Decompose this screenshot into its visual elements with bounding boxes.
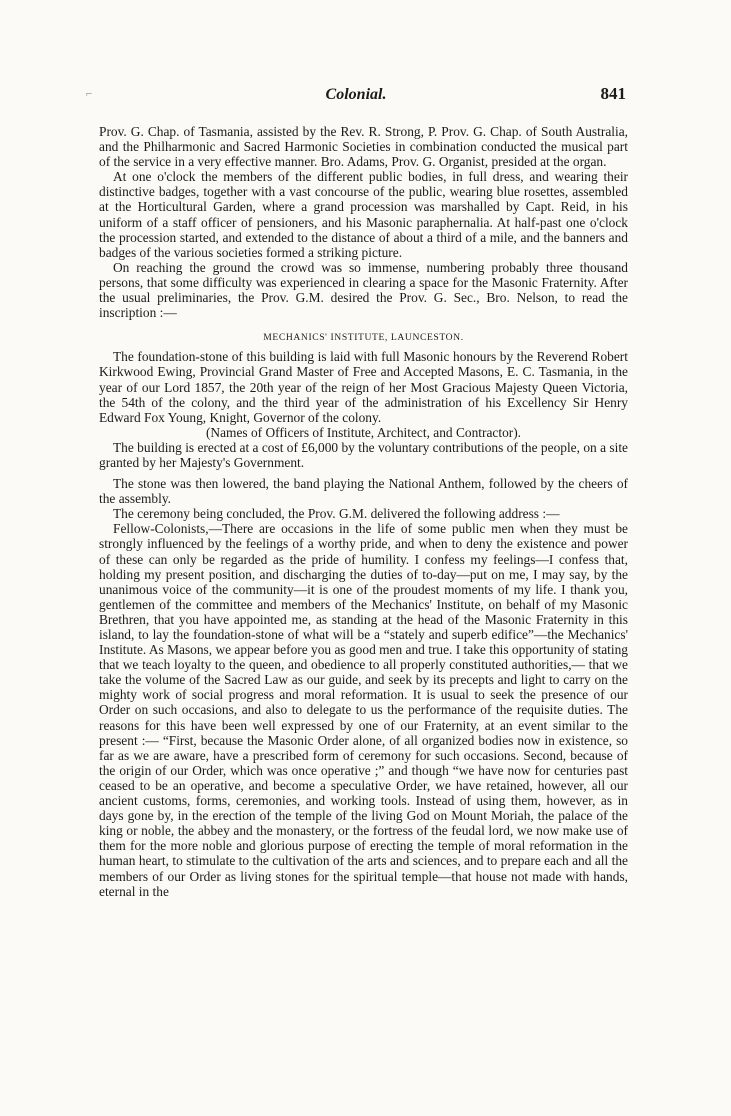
- body-text: [99, 124, 628, 899]
- inscription-names: (Names of Officers of Institute, Architect, and Contractor).: [205, 424, 522, 440]
- paragraph-address: Fellow-Colonists,—There are occasions in the life of some public men when they must be strongly influenced by the feelings of a worthy pride, and when to deny the existence and power of these can only be regarded as the pride of humility. I confess my feelings—I confess that, holding my present position, and discharging the duties of to-day—put on me, I may say, by the unanimous voice of the community—it is one of the proudest moments of my life. I thank you, gentlemen of the committee and members of the Mechanics' Institute, on behalf of my Masonic Brethren, that you have appointed me, as standing at the head of the Masonic Fraternity in this island, to lay the foundation-stone of what will be a “stately and superb edifice”—the Mechanics' Institute. As Masons, we appear before you as good men and true. I take this opportunity of stating that we teach loyalty to the queen, and obedience to all properly constituted authorities,— that we take the volume of the Sacred Law as our guide, and seek by its precepts and light to carry on the mighty work of social progress and moral reformation. It is usual to seek the presence of our Order on such occasions, and also to delegate to us the performance of the requisite duties. The reasons for this have been well expressed by one of our Fraternity, at an event similar to the present :— “First, because the Masonic Order alone, of all organized bodies now in existence, so far as we are aware, have a prescribed form of ceremony for such occasions. Second, because of the origin of our Order, which was once operative ;” and though “we have now for centuries past ceased to be an operative, and become a speculative Order, we have retained, however, all our ancient customs, forms, ceremonies, and working tools. Instead of using them, however, as in days gone by, in the erection of the temple of the living God on Mount Moriah, the palace of the king or noble, the abbey and the monastery, or the fortress of the feudal lord, we now make use of them for the more noble and glorious purpose of erecting the temple of moral reformation in the human heart, to stimulate to the cultivation of the arts and sciences, and to prepare each and all the members of our Order as living stones for the spiritual temple—that house not made with hands, eternal in the: [99, 521, 628, 899]
- running-title: Colonial.: [325, 86, 387, 103]
- inscription-text: The foundation-stone of this building is laid with full Masonic honours by the Reverend Robert Kirkwood Ewing, Provincial Grand Master of Free and Accepted Masons, E. C. Tasmania, in the year of our Lord 1857, the 20th year of the reign of her Most Gracious Majesty Queen Victoria, the 54th of the colony, and the third year of the administration of his Excellency Sir Henry Edward Fox Young, Knight, Governor of the colony.: [99, 349, 628, 425]
- inscription-cost: The building is erected at a cost of £6,000 by the voluntary contributions of the people, on a site granted by her Majesty's Government.: [99, 439, 628, 470]
- inscription-title: MECHANICS' INSTITUTE, LAUNCESTON.: [263, 332, 464, 344]
- margin-mark: ⌐: [86, 88, 93, 100]
- paragraph-ceremony: The ceremony being concluded, the Prov. G.M. delivered the following address :—: [113, 506, 560, 522]
- paragraph-3: On reaching the ground the crowd was so immense, numbering probably three thousand persons, that some difficulty was experienced in clearing a space for the Masonic Fraternity. After the usual preliminaries, the Prov. G.M. desired the Prov. G. Sec., Bro. Nelson, to read the inscription :—: [99, 259, 628, 321]
- paragraph-2: At one o'clock the members of the different public bodies, in full dress, and wearing their distinctive badges, together with a vast concourse of the public, wearing blue rosettes, assembled at the Horticultural Garden, where a grand procession was marshalled by Capt. Reid, in his uniform of a staff officer of pensioners, and his Masonic paraphernalia. At half-past one o'clock the procession started, and extended to the distance of about a third of a mile, and the banners and badges of the various societies formed a striking picture.: [99, 169, 628, 260]
- paragraph-1: Prov. G. Chap. of Tasmania, assisted by the Rev. R. Strong, P. Prov. G. Chap. of South Australia, and the Philharmonic and Sacred Harmonic Societies in combination conducted the musical part of the service in a very effective manner. Bro. Adams, Prov. G. Organist, presided at the organ.: [99, 124, 628, 170]
- page-header: [86, 86, 626, 110]
- page-number: 841: [600, 84, 626, 103]
- paragraph-stone-lowered: The stone was then lowered, the band playing the National Anthem, followed by the cheers of the assembly.: [99, 476, 628, 507]
